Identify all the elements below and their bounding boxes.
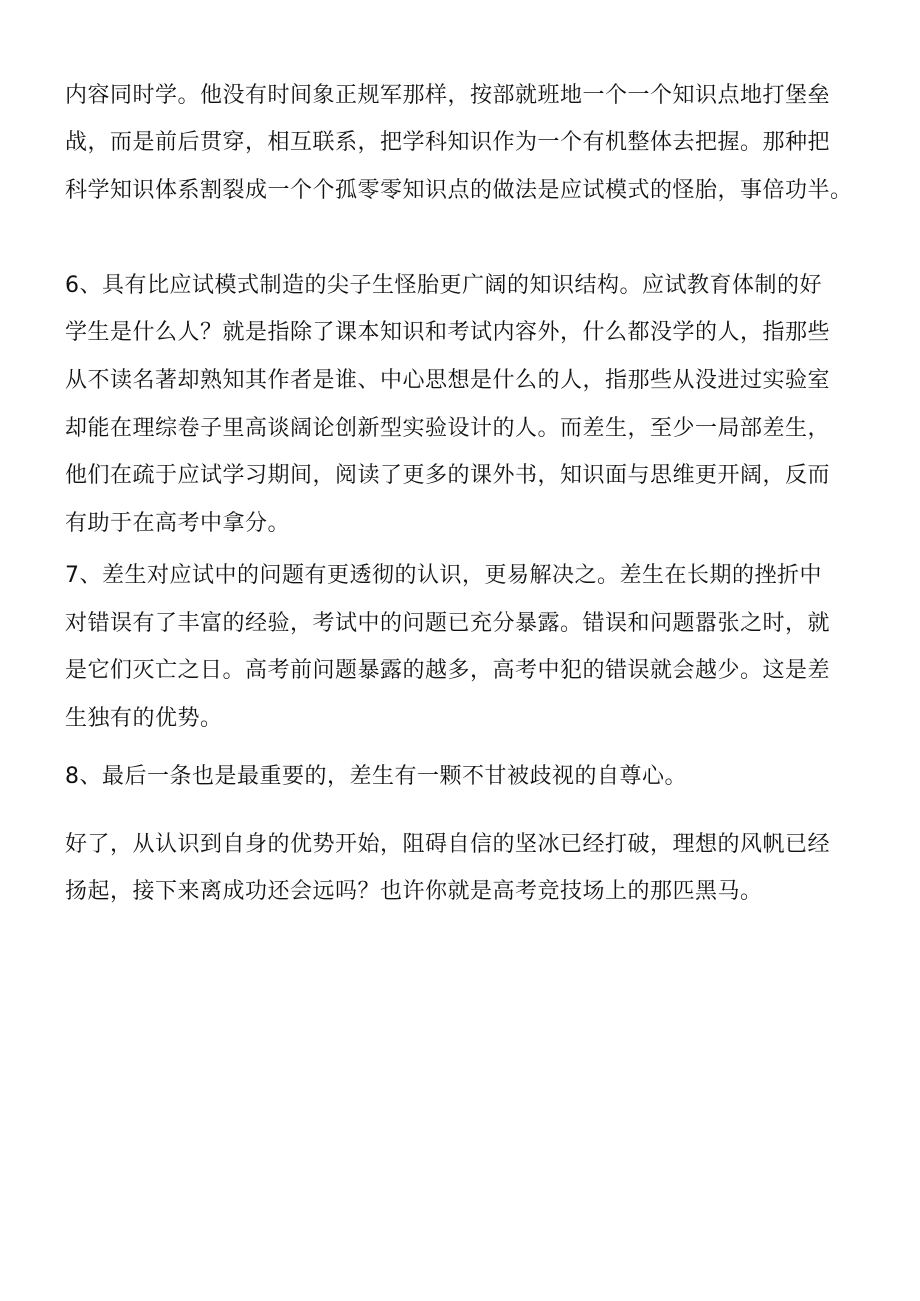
text-line: 有助于在高考中拿分。 [65,511,291,536]
text-line: 从不读名著却熟知其作者是谁、中心思想是什么的人，指那些从没进过实验室 [65,368,831,393]
text-line: 内容同时学。他没有时间象正规军那样，按部就班地一个一个知识点地打堡垒 [65,83,831,108]
text-line: 好了，从认识到自身的优势开始，阻碍自信的坚冰已经打破，理想的风帆已经 [65,832,831,857]
text-line: 生独有的优势。 [65,706,223,731]
text-line: 是它们灭亡之日。高考前问题暴露的越多，高考中犯的错误就会越少。这是差 [65,658,831,683]
text-line: 6、具有比应试模式制造的尖子生怪胎更广阔的知识结构。应试教育体制的好 [65,273,822,298]
text-line: 科学知识体系割裂成一个个孤零零知识点的做法是应试模式的怪胎，事倍功半。 [65,178,853,203]
text-line: 扬起，接下来离成功还会远吗？也许你就是高考竞技场上的那匹黑马。 [65,879,763,904]
text-line: 8、最后一条也是最重要的，差生有一颗不甘被歧视的自尊心。 [65,764,687,789]
text-line: 战，而是前后贯穿，相互联系，把学科知识作为一个有机整体去把握。那种把 [65,130,831,155]
text-line: 学生是什么人？就是指除了课本知识和考试内容外，什么都没学的人，指那些 [65,320,831,345]
text-line: 他们在疏于应试学习期间，阅读了更多的课外书，知识面与思维更开阔，反而 [65,463,831,488]
text-line: 对错误有了丰富的经验，考试中的问题已充分暴露。错误和问题嚣张之时，就 [65,611,831,636]
text-line: 7、差生对应试中的问题有更透彻的认识，更易解决之。差生在长期的挫折中 [65,563,822,588]
text-line: 却能在理综卷子里高谈阔论创新型实验设计的人。而差生，至少一局部差生， [65,416,831,441]
